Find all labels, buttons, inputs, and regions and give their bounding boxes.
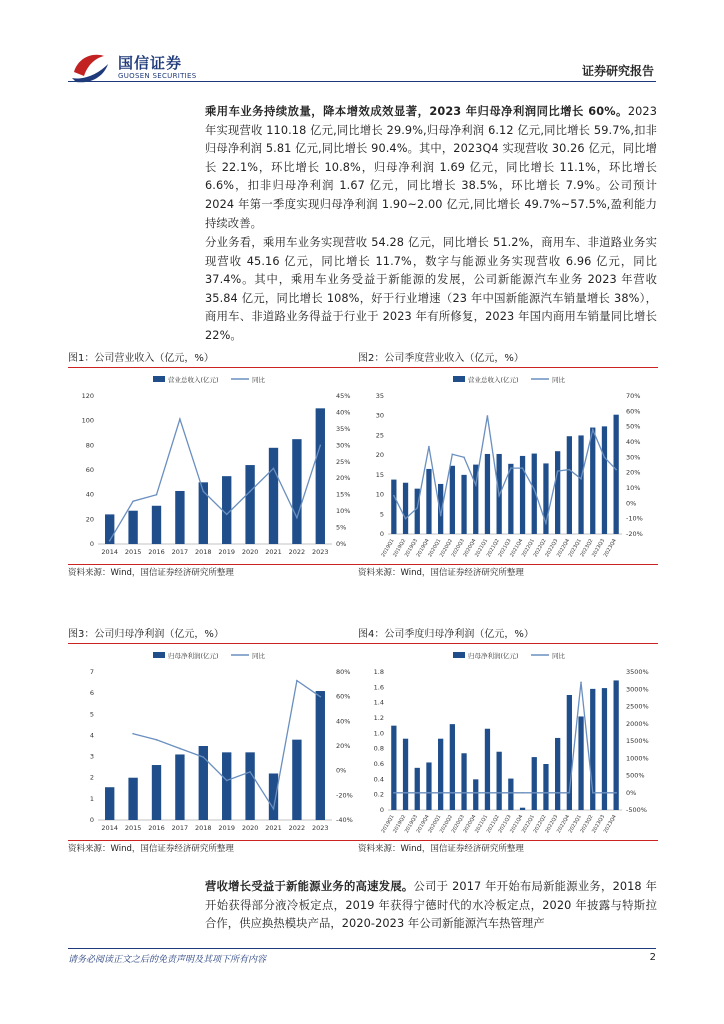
bar-2020Q2 (450, 466, 455, 534)
legend-bar-swatch (453, 652, 465, 658)
figure-1-title: 图1：公司营业收入（亿元，%） (68, 350, 368, 368)
x-tick-label: 2023Q2 (579, 538, 595, 559)
footer-disclaimer: 请务必阅读正文之后的免责声明及其项下所有内容 (68, 955, 267, 965)
y-right-tick-label: -10% (626, 514, 643, 523)
y-left-tick-label: 60 (85, 466, 94, 474)
growth-point-2022Q4 (569, 792, 571, 794)
y-right-tick-label: -20% (336, 791, 353, 800)
y-right-tick-label: 0% (626, 499, 637, 508)
y-left-tick-label: 25 (375, 431, 384, 440)
paragraph-3-body: 公司于 2017 年开始布局新能源业务，2018 年开始获得部分液冷板定点，2019 年获得宁德时代的水冷板定点，2020 年披露与特斯拉合作，供应换热模块产品，2020-2023 年公司新能源汽车热管理产 (205, 880, 657, 931)
y-left-tick-label: 10 (375, 490, 384, 499)
figure-4-title: 图4：公司季度归母净利润（亿元，%） (358, 626, 658, 644)
bar-2023Q3 (602, 426, 607, 534)
x-tick-label: 2019Q3 (403, 814, 419, 835)
bar-2022Q4 (567, 436, 572, 534)
y-right-tick-label: 60% (336, 692, 351, 701)
bar-2022Q2 (543, 764, 548, 810)
brand-logo (70, 50, 210, 90)
y-left-tick-label: 35 (375, 392, 384, 400)
y-right-tick-label: 5% (336, 523, 347, 532)
paragraph-2-body: 分业务看，乘用车业务实现营收 54.28 亿元，同比增长 51.2%，商用车、非道路业务实现营收 45.16 亿元，同比增长 11.7%，数字与能源业务实现营收 6.96 亿元，同比 37.4%。其中，乘用车业务受益于新能源的发展，公司新能源汽车业务 2023 年营收 35.84 亿元，同比增长 108%，好于行业增速（23 年中国新能源汽车销量增长 38%），商用车、非道路业务得益于行业于 2023 年有所修复，2023 年国内商用车销量同比增长 22%。 (205, 236, 657, 342)
bar-2021Q4 (520, 808, 525, 810)
y-right-tick-label: 2500% (626, 702, 649, 711)
paragraph-2 (205, 234, 657, 346)
figure-1-source: 资料来源：Wind，国信证券经济研究所整理 (68, 564, 368, 581)
growth-point-2021Q2 (498, 495, 500, 497)
growth-point-2017 (179, 418, 181, 420)
x-tick-label: 2021Q1 (474, 538, 490, 559)
x-tick-label: 2021Q4 (509, 814, 525, 835)
y-left-tick-label: 80 (85, 441, 94, 450)
growth-point-2022Q1 (533, 489, 535, 491)
growth-point-2023Q3 (604, 457, 606, 459)
figure-4 (358, 626, 658, 857)
y-left-tick-label: 0.8 (373, 744, 384, 753)
logo-text-cn: 国信证券 (118, 54, 183, 72)
growth-point-2016 (156, 494, 158, 496)
y-right-tick-label: 50% (626, 422, 641, 431)
x-tick-label: 2020Q1 (427, 814, 443, 835)
growth-point-2015 (132, 500, 134, 502)
x-tick-label: 2020Q1 (427, 538, 443, 559)
x-tick-label: 2023Q4 (602, 538, 618, 559)
y-right-tick-label: 10% (626, 484, 641, 492)
legend-bar-swatch (453, 376, 465, 382)
growth-point-2023Q3 (604, 792, 606, 794)
growth-point-2020Q2 (452, 453, 454, 455)
x-tick-label: 2021Q1 (474, 814, 490, 835)
growth-point-2019Q2 (405, 518, 407, 520)
y-left-tick-label: 30 (375, 411, 384, 420)
y-left-tick-label: 6 (89, 689, 94, 698)
bar-2015 (128, 511, 137, 544)
growth-point-2020Q2 (452, 792, 454, 794)
figure-1 (68, 350, 368, 581)
y-right-tick-label: 40% (626, 438, 641, 446)
x-tick-label: 2020Q3 (450, 538, 466, 559)
y-right-tick-label: 0% (336, 540, 347, 548)
figure-3-title: 图3：公司归母净利润（亿元，%） (68, 626, 368, 644)
growth-point-2021 (273, 468, 275, 470)
x-tick-label: 2019Q3 (403, 538, 419, 559)
x-tick-label: 2021 (265, 548, 282, 556)
y-right-tick-label: 35% (336, 424, 351, 433)
y-right-tick-label: 40% (336, 408, 351, 417)
bar-2019Q3 (415, 768, 420, 810)
x-tick-label: 2022Q3 (544, 538, 560, 559)
x-tick-label: 2019Q4 (415, 538, 431, 559)
x-tick-label: 2022 (288, 548, 306, 556)
x-tick-label: 2021Q3 (497, 538, 513, 559)
growth-point-2019Q3 (416, 507, 418, 509)
x-tick-label: 2019Q2 (392, 814, 408, 835)
page-header (0, 0, 724, 90)
growth-point-2022Q2 (545, 522, 547, 524)
legend-bar-swatch (153, 652, 165, 658)
x-tick-label: 2018 (195, 824, 212, 832)
bar-2021Q1 (485, 454, 490, 534)
bar-2014 (105, 787, 114, 820)
y-right-tick-label: 0% (336, 766, 347, 775)
y-right-tick-label: 500% (626, 771, 645, 780)
y-left-tick-label: 3 (89, 752, 94, 761)
logo-text-en: GUOSEN SECURITIES (118, 72, 197, 80)
x-tick-label: 2015 (124, 824, 142, 832)
y-right-tick-label: 20% (336, 742, 351, 750)
growth-point-2021 (273, 808, 275, 810)
x-tick-label: 2020Q3 (450, 814, 466, 835)
bar-2020Q1 (438, 739, 443, 810)
growth-point-2022Q3 (557, 792, 559, 794)
bar-2020 (245, 465, 254, 544)
growth-point-2021Q4 (522, 792, 524, 794)
x-tick-label: 2016 (148, 548, 165, 556)
x-tick-label: 2022Q2 (532, 814, 548, 835)
y-right-tick-label: 70% (626, 392, 641, 400)
y-left-tick-label: 0 (89, 540, 94, 548)
bar-2021 (269, 448, 278, 544)
x-tick-label: 2020Q2 (438, 538, 455, 559)
growth-point-2018 (203, 491, 205, 493)
y-left-tick-label: 1.4 (373, 698, 384, 707)
x-tick-label: 2019Q4 (415, 814, 431, 835)
paragraph-1 (205, 103, 657, 233)
legend-bar-swatch (153, 376, 165, 382)
x-tick-label: 2017 (171, 824, 189, 832)
growth-point-2023 (320, 696, 322, 698)
bar-2017 (175, 754, 184, 820)
x-tick-label: 2018 (195, 548, 212, 556)
x-tick-label: 2023Q3 (591, 814, 607, 835)
bar-2019 (222, 752, 231, 820)
figure-2-source: 资料来源：Wind，国信证券经济研究所整理 (358, 564, 658, 581)
bar-2017 (175, 491, 184, 544)
legend-line-label: 同比 (252, 376, 265, 384)
x-tick-label: 2022Q4 (555, 814, 572, 835)
bar-2019Q2 (403, 483, 408, 534)
y-left-tick-label: 7 (89, 668, 94, 676)
y-left-tick-label: 1 (89, 794, 94, 803)
y-right-tick-label: 2000% (626, 719, 649, 728)
bar-2023Q1 (578, 716, 583, 810)
y-left-tick-label: 4 (89, 731, 94, 740)
bar-2023Q3 (602, 688, 607, 810)
bar-2020Q3 (461, 753, 466, 810)
x-tick-label: 2014 (101, 548, 118, 556)
bar-2016 (152, 506, 161, 544)
growth-point-2020Q3 (463, 792, 465, 794)
bar-2020Q2 (450, 724, 455, 810)
bar-2022Q3 (555, 451, 560, 534)
growth-point-2022 (296, 680, 298, 682)
growth-point-2019Q1 (393, 792, 395, 794)
legend-line-label: 同比 (252, 652, 265, 660)
growth-point-2021Q1 (487, 792, 489, 794)
y-left-tick-label: 1.6 (373, 683, 384, 692)
x-tick-label: 2019 (218, 548, 235, 556)
y-left-tick-label: 15 (375, 470, 384, 479)
growth-point-2020Q1 (440, 515, 442, 517)
growth-point-2020Q3 (463, 457, 465, 459)
paragraph-1-body: 2023 年实现营收 110.18 亿元,同比增长 29.9%,归母净利润 6.12 亿元,同比增长 59.7%,扣非归母净利润 5.81 亿元,同比增长 90.4%。其中，2023Q4 实现营收 30.26 亿元，同比增长 22.1%，环比增长 10.8%，归母净利润 1.69 亿元，同比增长 11.1%，环比增长 6.6%，扣非归母净利润 1.67 亿元，同比增长 38.5%，环比增长 7.9%。公司预计 2024 年第一季度实现归母净利润 1.90~2.00 亿元,同比增长 49.7%~57.5%,盈利能力持续改善。 (205, 105, 657, 230)
y-right-tick-label: 25% (336, 457, 351, 466)
x-tick-label: 2014 (101, 824, 118, 832)
y-left-tick-label: 2 (89, 773, 94, 782)
x-tick-label: 2019Q1 (380, 538, 396, 559)
paragraph-3 (205, 878, 657, 934)
growth-point-2023Q4 (615, 792, 617, 794)
growth-point-2022Q3 (557, 470, 559, 472)
y-right-tick-label: 10% (336, 507, 351, 516)
x-tick-label: 2019Q2 (392, 538, 408, 559)
y-left-tick-label: 1.0 (373, 729, 384, 738)
x-tick-label: 2022Q4 (555, 538, 572, 559)
growth-point-2019Q3 (416, 792, 418, 794)
x-tick-label: 2019Q1 (380, 814, 396, 835)
growth-point-2019Q4 (428, 446, 430, 448)
growth-point-2021Q3 (510, 792, 512, 794)
growth-point-2019 (226, 514, 228, 516)
y-right-tick-label: 30% (626, 453, 641, 462)
y-left-tick-label: 1.2 (373, 714, 384, 722)
bar-2019Q4 (426, 762, 431, 810)
growth-point-2019 (226, 780, 228, 782)
y-right-tick-label: -40% (336, 816, 353, 824)
x-tick-label: 2022Q1 (520, 538, 536, 559)
growth-point-2020Q1 (440, 792, 442, 794)
growth-point-2022Q4 (569, 469, 571, 471)
growth-point-2014 (109, 540, 111, 542)
y-right-tick-label: 20% (336, 474, 351, 483)
x-tick-label: 2023Q2 (579, 814, 595, 835)
bar-2020Q3 (461, 475, 466, 534)
x-tick-label: 2016 (148, 824, 165, 832)
x-tick-label: 2022Q2 (532, 538, 548, 559)
bar-2016 (152, 765, 161, 820)
y-right-tick-label: 15% (336, 490, 351, 499)
y-left-tick-label: 20 (375, 451, 384, 460)
bar-2021Q3 (508, 464, 513, 534)
bar-2023Q4 (614, 680, 619, 810)
y-left-tick-label: 0 (379, 530, 384, 538)
bar-2022 (292, 740, 301, 820)
page-footer (68, 948, 656, 965)
header-divider (68, 81, 656, 82)
bar-2023 (316, 408, 325, 544)
bar-2023Q2 (590, 428, 595, 534)
y-right-tick-label: -20% (626, 530, 643, 538)
y-left-tick-label: 5 (379, 510, 384, 519)
bar-2021Q1 (485, 729, 490, 810)
y-right-tick-label: 60% (626, 407, 641, 416)
growth-point-2023 (320, 445, 322, 447)
y-left-tick-label: 0 (89, 816, 94, 824)
x-tick-label: 2022Q1 (520, 814, 536, 835)
figure-4-source: 资料来源：Wind，国信证券经济研究所整理 (358, 840, 658, 857)
legend-bar-label: 归母净利润(亿元) (168, 652, 219, 660)
y-right-tick-label: 45% (336, 392, 351, 400)
growth-point-2023Q4 (615, 469, 617, 471)
growth-point-2019Q4 (428, 792, 430, 794)
x-tick-label: 2021Q4 (509, 538, 525, 559)
bar-2019Q1 (391, 726, 396, 810)
growth-point-2021Q1 (487, 415, 489, 417)
y-left-tick-label: 20 (85, 515, 94, 524)
x-tick-label: 2022Q3 (544, 814, 560, 835)
figure-3-chart (68, 644, 368, 840)
growth-point-2020 (249, 771, 251, 773)
bar-2020 (245, 752, 254, 820)
y-left-tick-label: 5 (89, 710, 94, 719)
report-type-label: 证券研究报告 (581, 64, 654, 78)
y-right-tick-label: 3500% (626, 668, 649, 676)
guosen-logo-icon (70, 50, 110, 84)
legend-line-label: 同比 (552, 652, 565, 660)
y-right-tick-label: 3000% (626, 685, 649, 694)
bar-2021 (269, 773, 278, 820)
paragraph-1-lead: 乘用车业务持续放量，降本增效成效显著，2023 年归母净利润同比增长 60%。 (205, 105, 628, 118)
bar-2019 (222, 476, 231, 544)
x-tick-label: 2023Q1 (567, 814, 583, 835)
figure-2-chart (358, 368, 658, 564)
growth-point-2023Q2 (592, 792, 594, 794)
x-tick-label: 2019 (218, 824, 235, 832)
y-left-tick-label: 40 (85, 490, 94, 499)
bar-2022Q1 (532, 757, 537, 810)
y-right-tick-label: 0% (626, 788, 637, 797)
legend-bar-label: 归母净利润(亿元) (468, 652, 519, 660)
x-tick-label: 2020 (241, 824, 259, 832)
footer-divider (68, 948, 656, 949)
figure-2-title: 图2：公司季度营业收入（亿元，%） (358, 350, 658, 368)
y-left-tick-label: 120 (81, 392, 94, 400)
x-tick-label: 2023 (312, 824, 329, 832)
x-tick-label: 2022 (288, 824, 306, 832)
bar-2019Q1 (391, 480, 396, 534)
x-tick-label: 2021Q2 (485, 538, 501, 559)
x-tick-label: 2021Q2 (485, 814, 501, 835)
y-left-tick-label: 1.8 (373, 668, 384, 676)
figure-4-chart (358, 644, 658, 840)
x-tick-label: 2020Q4 (462, 538, 478, 559)
page-number: 2 (649, 952, 656, 963)
growth-point-2018 (203, 756, 205, 758)
y-right-tick-label: 30% (336, 441, 351, 450)
y-left-tick-label: 0.2 (373, 790, 384, 799)
x-tick-label: 2023Q1 (567, 538, 583, 559)
growth-point-2023Q1 (580, 478, 582, 480)
x-tick-label: 2020 (241, 548, 259, 556)
figure-3-source: 资料来源：Wind，国信证券经济研究所整理 (68, 840, 368, 857)
bar-2023Q1 (578, 435, 583, 534)
x-tick-label: 2023Q4 (602, 814, 618, 835)
growth-line (110, 419, 321, 541)
growth-point-2019Q2 (405, 792, 407, 794)
growth-point-2017 (179, 748, 181, 750)
figure-2 (358, 350, 658, 581)
paragraph-3-lead: 营收增长受益于新能源业务的高速发展。 (205, 880, 414, 893)
bar-2021Q3 (508, 779, 513, 810)
growth-point-2020Q4 (475, 484, 477, 486)
x-tick-label: 2021 (265, 824, 282, 832)
growth-point-2023Q1 (580, 682, 582, 684)
bar-2023Q4 (614, 415, 619, 534)
growth-point-2016 (156, 739, 158, 741)
x-tick-label: 2017 (171, 548, 189, 556)
y-right-tick-label: -500% (626, 806, 647, 814)
growth-point-2021Q2 (498, 792, 500, 794)
y-right-tick-label: 1500% (626, 737, 649, 745)
y-right-tick-label: 40% (336, 717, 351, 726)
bar-2019Q2 (403, 739, 408, 810)
x-tick-label: 2020Q2 (438, 814, 455, 835)
y-left-tick-label: 100 (81, 416, 94, 425)
growth-point-2023Q2 (592, 429, 594, 431)
growth-point-2020Q4 (475, 792, 477, 794)
y-right-tick-label: 80% (336, 668, 351, 676)
legend-bar-label: 营业总收入(亿元) (468, 376, 519, 384)
bar-2023 (316, 691, 325, 820)
growth-point-2022Q2 (545, 792, 547, 794)
figure-1-chart (68, 368, 368, 564)
bar-2022Q3 (555, 738, 560, 810)
y-right-tick-label: 20% (626, 468, 641, 477)
growth-point-2022 (296, 517, 298, 519)
bar-2019Q4 (426, 469, 431, 534)
bar-2021Q2 (497, 752, 502, 810)
growth-point-2021Q4 (522, 467, 524, 469)
y-left-tick-label: 0 (379, 806, 384, 814)
x-tick-label: 2023Q3 (591, 538, 607, 559)
bar-2020Q4 (473, 779, 478, 810)
legend-line-label: 同比 (552, 376, 565, 384)
figure-3 (68, 626, 368, 857)
y-left-tick-label: 0.6 (373, 760, 384, 768)
growth-point-2019Q1 (393, 495, 395, 497)
growth-point-2015 (132, 733, 134, 735)
legend-bar-label: 营业总收入(亿元) (168, 376, 219, 384)
bar-2022 (292, 439, 301, 544)
y-left-tick-label: 0.4 (373, 775, 384, 784)
growth-point-2021Q3 (510, 467, 512, 469)
x-tick-label: 2023 (312, 548, 329, 556)
y-right-tick-label: 1000% (626, 754, 649, 763)
growth-point-2020 (249, 491, 251, 493)
x-tick-label: 2021Q3 (497, 814, 513, 835)
x-tick-label: 2020Q4 (462, 814, 478, 835)
bar-2015 (128, 778, 137, 820)
growth-point-2022Q1 (533, 792, 535, 794)
x-tick-label: 2015 (124, 548, 142, 556)
